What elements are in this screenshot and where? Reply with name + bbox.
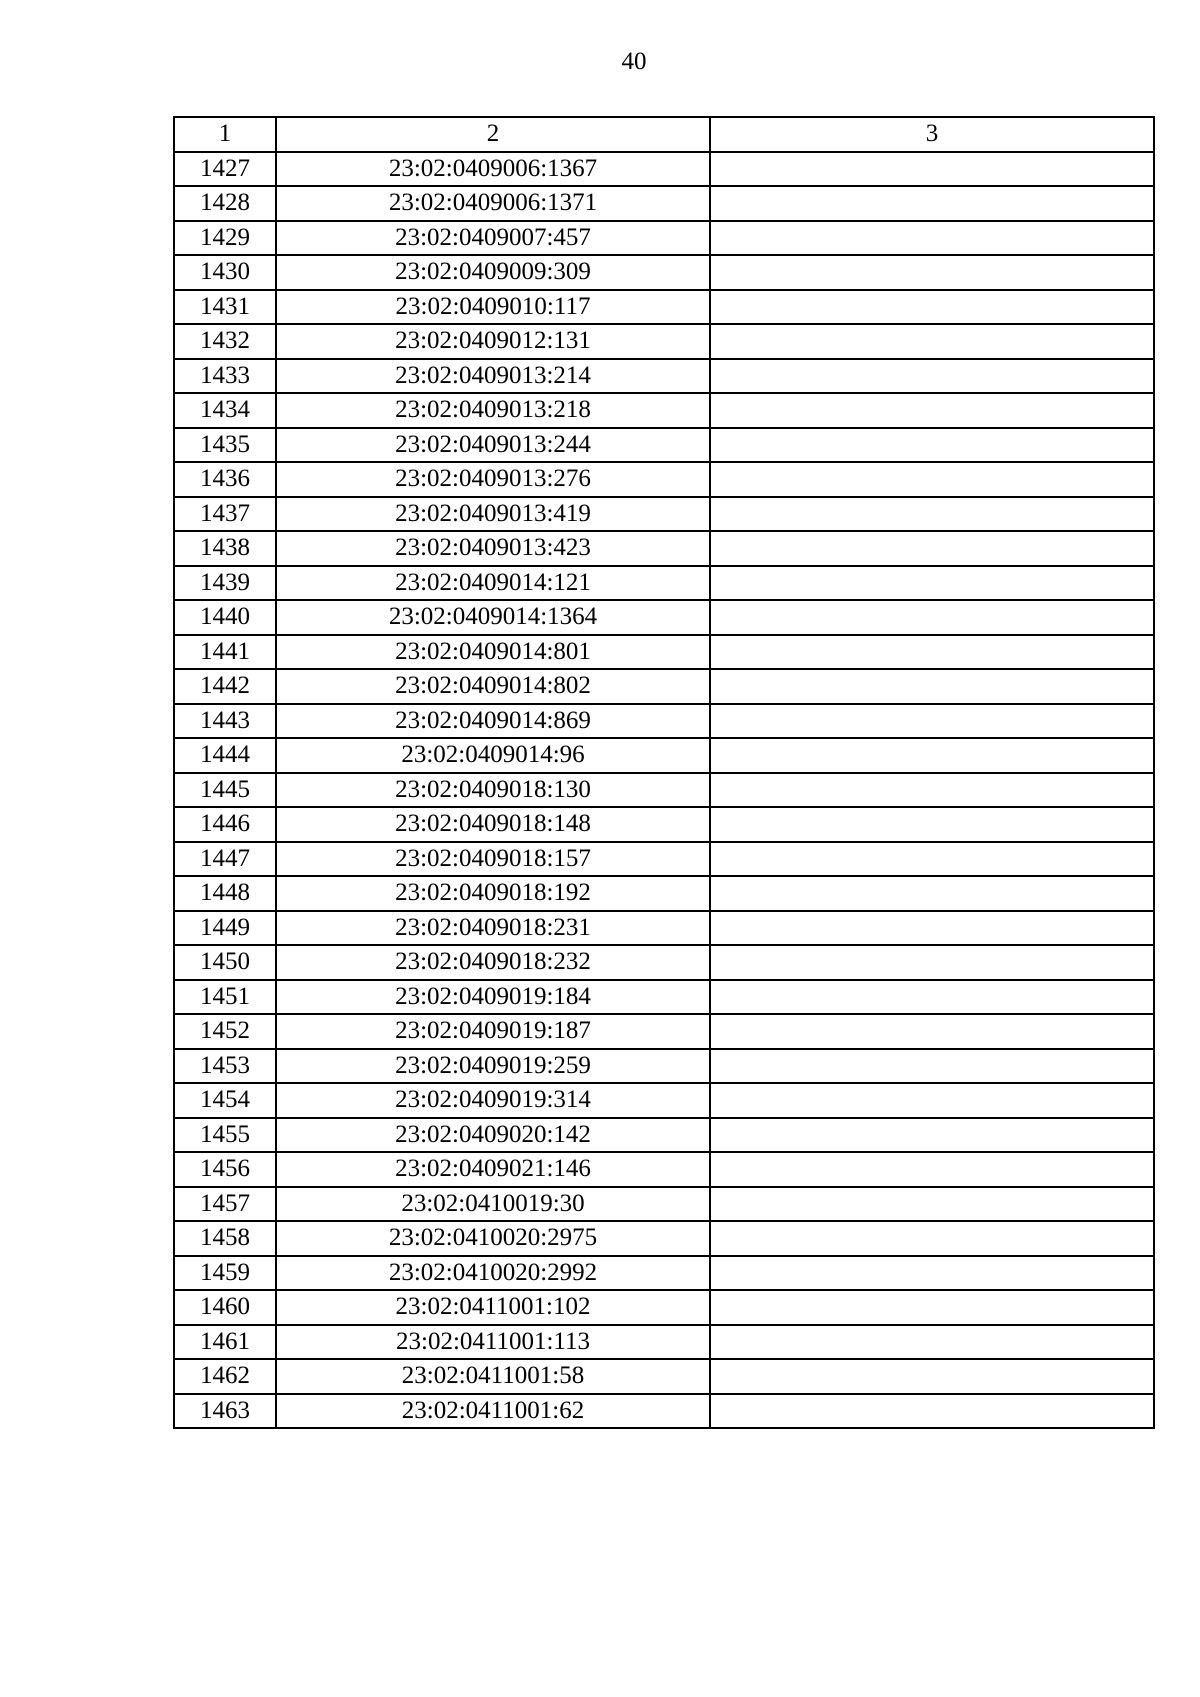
row-number-cell: 1443	[174, 704, 276, 739]
table-row	[174, 704, 1154, 739]
cadastral-number-cell: 23:02:0409006:1371	[276, 186, 710, 221]
notes-cell	[710, 1187, 1154, 1222]
table-row	[174, 1083, 1154, 1118]
notes-cell	[710, 152, 1154, 187]
notes-cell	[710, 393, 1154, 428]
table-row	[174, 669, 1154, 704]
table-row	[174, 1118, 1154, 1153]
row-number-cell: 1434	[174, 393, 276, 428]
notes-cell	[710, 1221, 1154, 1256]
cadastral-number-cell: 23:02:0409012:131	[276, 324, 710, 359]
row-number-cell: 1441	[174, 635, 276, 670]
row-number-cell: 1428	[174, 186, 276, 221]
cadastral-number-cell: 23:02:0411001:102	[276, 1290, 710, 1325]
cadastral-number-cell: 23:02:0409013:419	[276, 497, 710, 532]
cadastral-number-cell: 23:02:0409018:130	[276, 773, 710, 808]
notes-cell	[710, 635, 1154, 670]
notes-cell	[710, 1049, 1154, 1084]
cadastral-number-cell: 23:02:0409019:184	[276, 980, 710, 1015]
table-row	[174, 1049, 1154, 1084]
row-number-cell: 1451	[174, 980, 276, 1015]
notes-cell	[710, 738, 1154, 773]
row-number-cell: 1440	[174, 600, 276, 635]
row-number-cell: 1447	[174, 842, 276, 877]
row-number-cell: 1448	[174, 876, 276, 911]
cadastral-number-cell: 23:02:0409014:1364	[276, 600, 710, 635]
notes-cell	[710, 186, 1154, 221]
row-number-cell: 1453	[174, 1049, 276, 1084]
row-number-cell: 1427	[174, 152, 276, 187]
row-number-cell: 1454	[174, 1083, 276, 1118]
table-row	[174, 152, 1154, 187]
cadastral-number-cell: 23:02:0409013:218	[276, 393, 710, 428]
row-number-cell: 1429	[174, 221, 276, 256]
notes-cell	[710, 1256, 1154, 1291]
table-row	[174, 1221, 1154, 1256]
cadastral-number-cell: 23:02:0409018:157	[276, 842, 710, 877]
table-row	[174, 738, 1154, 773]
table-row	[174, 255, 1154, 290]
cadastral-number-cell: 23:02:0409013:276	[276, 462, 710, 497]
cadastral-number-cell: 23:02:0409006:1367	[276, 152, 710, 187]
row-number-cell: 1461	[174, 1325, 276, 1360]
page-number: 40	[621, 48, 647, 75]
cadastral-number-cell: 23:02:0409014:802	[276, 669, 710, 704]
notes-cell	[710, 945, 1154, 980]
table-row	[174, 876, 1154, 911]
cadastral-number-cell: 23:02:0411001:62	[276, 1394, 710, 1429]
row-number-cell: 1432	[174, 324, 276, 359]
notes-cell	[710, 1325, 1154, 1360]
table-row	[174, 393, 1154, 428]
table-row	[174, 221, 1154, 256]
cadastral-number-cell: 23:02:0409019:259	[276, 1049, 710, 1084]
table-row	[174, 1325, 1154, 1360]
row-number-cell: 1456	[174, 1152, 276, 1187]
notes-cell	[710, 1359, 1154, 1394]
cadastral-number-cell: 23:02:0409009:309	[276, 255, 710, 290]
column-header-2: 2	[276, 117, 710, 152]
cadastral-number-cell: 23:02:0409018:231	[276, 911, 710, 946]
cadastral-number-cell: 23:02:0409014:96	[276, 738, 710, 773]
notes-cell	[710, 1394, 1154, 1429]
cadastral-number-cell: 23:02:0409010:117	[276, 290, 710, 325]
table-row	[174, 1394, 1154, 1429]
row-number-cell: 1435	[174, 428, 276, 463]
notes-cell	[710, 566, 1154, 601]
row-number-cell: 1433	[174, 359, 276, 394]
column-header-3: 3	[710, 117, 1154, 152]
table-row	[174, 980, 1154, 1015]
cadastral-number-cell: 23:02:0409013:244	[276, 428, 710, 463]
notes-cell	[710, 911, 1154, 946]
row-number-cell: 1438	[174, 531, 276, 566]
table-row	[174, 1359, 1154, 1394]
table-row	[174, 324, 1154, 359]
cadastral-number-cell: 23:02:0409018:232	[276, 945, 710, 980]
notes-cell	[710, 1118, 1154, 1153]
row-number-cell: 1460	[174, 1290, 276, 1325]
cadastral-number-cell: 23:02:0409014:121	[276, 566, 710, 601]
notes-cell	[710, 807, 1154, 842]
cadastral-number-cell: 23:02:0410020:2975	[276, 1221, 710, 1256]
table-row	[174, 1256, 1154, 1291]
row-number-cell: 1437	[174, 497, 276, 532]
cadastral-number-cell: 23:02:0409018:148	[276, 807, 710, 842]
table-row	[174, 290, 1154, 325]
table-row	[174, 773, 1154, 808]
column-header-1: 1	[174, 117, 276, 152]
row-number-cell: 1450	[174, 945, 276, 980]
table-row	[174, 635, 1154, 670]
notes-cell	[710, 221, 1154, 256]
notes-cell	[710, 876, 1154, 911]
row-number-cell: 1459	[174, 1256, 276, 1291]
cadastral-number-cell: 23:02:0409014:801	[276, 635, 710, 670]
table-row	[174, 428, 1154, 463]
table-row	[174, 1014, 1154, 1049]
notes-cell	[710, 255, 1154, 290]
notes-cell	[710, 359, 1154, 394]
notes-cell	[710, 531, 1154, 566]
notes-cell	[710, 497, 1154, 532]
table-row	[174, 911, 1154, 946]
cadastral-number-cell: 23:02:0410019:30	[276, 1187, 710, 1222]
notes-cell	[710, 704, 1154, 739]
cadastral-number-cell: 23:02:0409007:457	[276, 221, 710, 256]
notes-cell	[710, 980, 1154, 1015]
row-number-cell: 1444	[174, 738, 276, 773]
notes-cell	[710, 462, 1154, 497]
table-body	[174, 152, 1154, 1429]
cadastral-number-cell: 23:02:0411001:113	[276, 1325, 710, 1360]
row-number-cell: 1452	[174, 1014, 276, 1049]
cadastral-number-cell: 23:02:0409020:142	[276, 1118, 710, 1153]
row-number-cell: 1439	[174, 566, 276, 601]
table-row	[174, 842, 1154, 877]
row-number-cell: 1463	[174, 1394, 276, 1429]
row-number-cell: 1458	[174, 1221, 276, 1256]
table-row	[174, 1152, 1154, 1187]
cadastral-number-cell: 23:02:0410020:2992	[276, 1256, 710, 1291]
table-row	[174, 600, 1154, 635]
cadastral-number-cell: 23:02:0409013:214	[276, 359, 710, 394]
cadastral-number-cell: 23:02:0409013:423	[276, 531, 710, 566]
row-number-cell: 1430	[174, 255, 276, 290]
table-row	[174, 531, 1154, 566]
notes-cell	[710, 428, 1154, 463]
notes-cell	[710, 290, 1154, 325]
notes-cell	[710, 1152, 1154, 1187]
table-row	[174, 1290, 1154, 1325]
notes-cell	[710, 842, 1154, 877]
table-row	[174, 566, 1154, 601]
notes-cell	[710, 324, 1154, 359]
cadastral-number-cell: 23:02:0411001:58	[276, 1359, 710, 1394]
table-row	[174, 807, 1154, 842]
cadastral-number-cell: 23:02:0409014:869	[276, 704, 710, 739]
table-row	[174, 497, 1154, 532]
row-number-cell: 1457	[174, 1187, 276, 1222]
row-number-cell: 1431	[174, 290, 276, 325]
row-number-cell: 1436	[174, 462, 276, 497]
table-row	[174, 462, 1154, 497]
notes-cell	[710, 773, 1154, 808]
cadastral-number-cell: 23:02:0409018:192	[276, 876, 710, 911]
row-number-cell: 1445	[174, 773, 276, 808]
row-number-cell: 1455	[174, 1118, 276, 1153]
table-row	[174, 945, 1154, 980]
row-number-cell: 1449	[174, 911, 276, 946]
notes-cell	[710, 669, 1154, 704]
cadastral-number-cell: 23:02:0409019:187	[276, 1014, 710, 1049]
row-number-cell: 1446	[174, 807, 276, 842]
row-number-cell: 1442	[174, 669, 276, 704]
cadastral-number-cell: 23:02:0409021:146	[276, 1152, 710, 1187]
notes-cell	[710, 1290, 1154, 1325]
cadastral-number-cell: 23:02:0409019:314	[276, 1083, 710, 1118]
table-row	[174, 1187, 1154, 1222]
table-header-row	[174, 117, 1154, 152]
notes-cell	[710, 1014, 1154, 1049]
row-number-cell: 1462	[174, 1359, 276, 1394]
table-row	[174, 359, 1154, 394]
notes-cell	[710, 1083, 1154, 1118]
table-row	[174, 186, 1154, 221]
notes-cell	[710, 600, 1154, 635]
registry-table	[173, 116, 1155, 1429]
